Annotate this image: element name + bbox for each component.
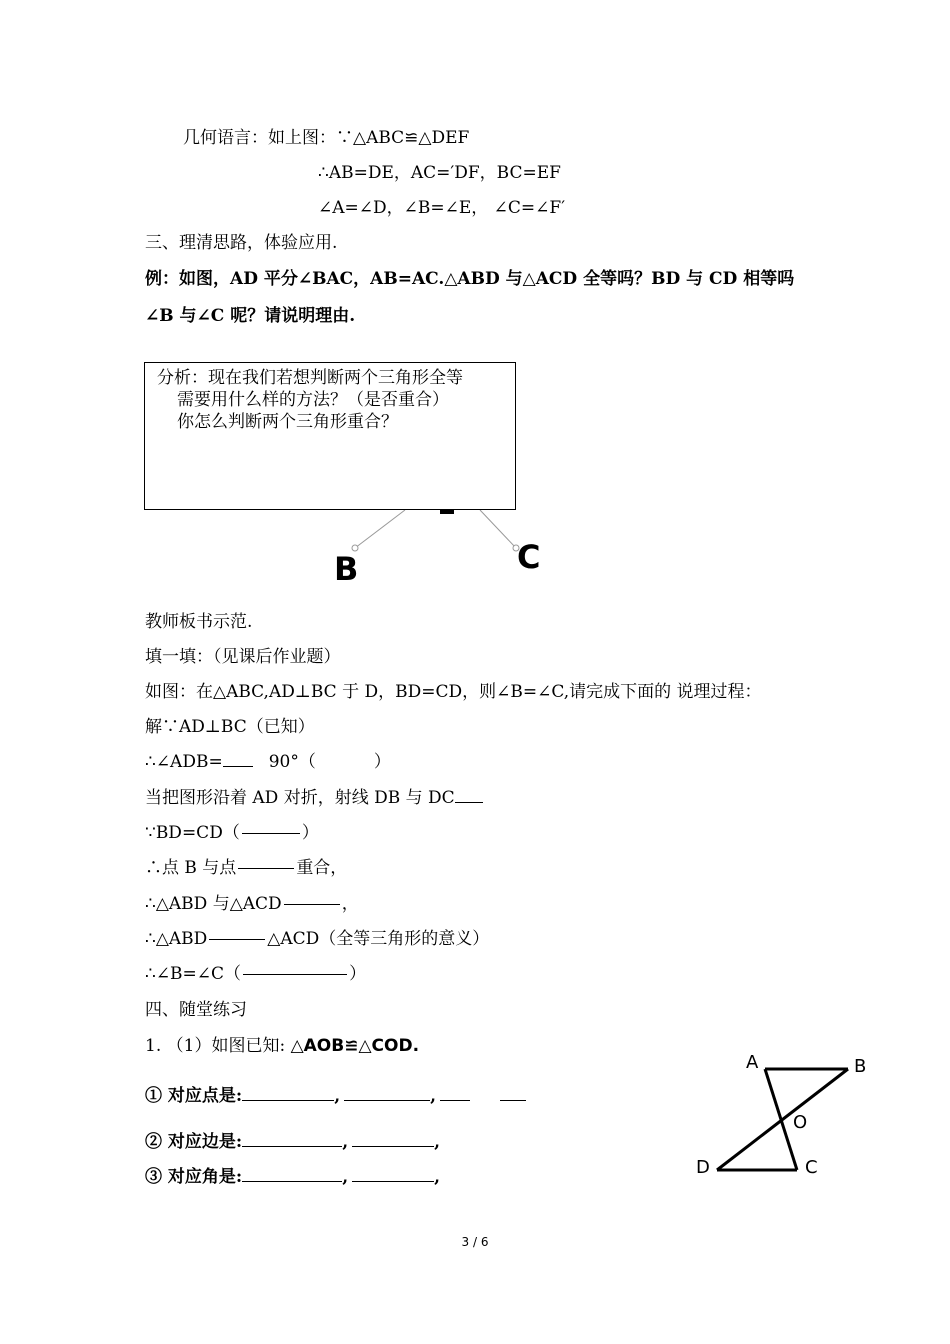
corr-sides-label: ② 对应边是: — [145, 1132, 243, 1152]
label-b: B — [334, 550, 359, 588]
comma: , — [342, 1167, 349, 1187]
corr-points-label: ① 对应点是: — [145, 1086, 243, 1106]
corr-angles-label: ③ 对应角是: — [145, 1167, 243, 1187]
analysis-line-2: 需要用什么样的方法？（是否重合） — [177, 390, 449, 410]
step-2-close: ） — [373, 752, 391, 772]
section-4-heading: 四、随堂练习 — [145, 1000, 247, 1020]
geometry-line-2: ∴AB=DE，AC=′DF，BC=EF — [318, 163, 561, 183]
step-8-text: ∴∠B=∠C（ — [145, 964, 242, 984]
comma: , — [334, 1086, 341, 1106]
label-d: D — [696, 1157, 710, 1178]
step-8-close: ） — [349, 964, 367, 984]
question-1-prefix: 1. （1）如图已知: — [145, 1036, 291, 1056]
fill-title: 填一填：（见课后作业题） — [145, 647, 341, 667]
step-5-text: ∴点 B 与点 — [145, 858, 237, 878]
example-line-1: 例：如图，AD 平分∠BAC，AB=AC.△ABD 与△ACD 全等吗？BD 与 CD 相等吗 — [145, 269, 795, 289]
comma: , — [430, 1086, 437, 1106]
comma: , — [342, 1132, 349, 1152]
comma: , — [434, 1167, 441, 1187]
step-4-text: ∵BD=CD（ — [145, 823, 240, 843]
geometry-line-3: ∠A=∠D，∠B=∠E， ∠C=∠F′ — [318, 198, 566, 218]
analysis-line-1: 分析：现在我们若想判断两个三角形全等 — [157, 368, 463, 388]
step-4-close: ） — [301, 823, 319, 843]
step-5-end: 重合， — [296, 858, 348, 878]
example-line-2: ∠B 与∠C 呢？请说明理由. — [145, 306, 356, 326]
step-1: 解∵AD⊥BC（已知） — [145, 717, 315, 737]
problem-statement: 如图：在△ABC,AD⊥BC 于 D，BD=CD，则∠B=∠C,请完成下面的 说理过程： — [145, 682, 762, 702]
question-1-congruence: △AOB≌△COD. — [290, 1036, 420, 1056]
analysis-line-3: 你怎么判断两个三角形重合？ — [177, 412, 398, 432]
segment-bd — [717, 1069, 848, 1170]
section-3-heading: 三、理清思路，体验应用. — [145, 233, 338, 253]
step-2-value: 90°（ — [268, 752, 316, 772]
step-2-text: ∴∠ADB= — [145, 752, 223, 772]
page-number: 3 / 6 — [461, 1235, 489, 1249]
step-7-text: ∴△ABD — [145, 929, 208, 949]
teacher-demo: 教师板书示范. — [145, 612, 253, 632]
step-7-end: △ACD（全等三角形的意义） — [267, 929, 490, 949]
label-c2: C — [805, 1157, 818, 1178]
step-3-text: 当把图形沿着 AD 对折，射线 DB 与 DC — [145, 788, 455, 808]
label-a: A — [746, 1052, 759, 1073]
geometry-line-1: 几何语言：如上图：∵△ABC≌△DEF — [183, 128, 470, 148]
step-6-text: ∴△ABD 与△ACD — [145, 894, 282, 914]
step-6-end: ， — [341, 894, 359, 914]
label-c: C — [517, 538, 541, 576]
comma: , — [434, 1132, 441, 1152]
label-b2: B — [854, 1056, 867, 1077]
label-o: O — [793, 1112, 808, 1133]
